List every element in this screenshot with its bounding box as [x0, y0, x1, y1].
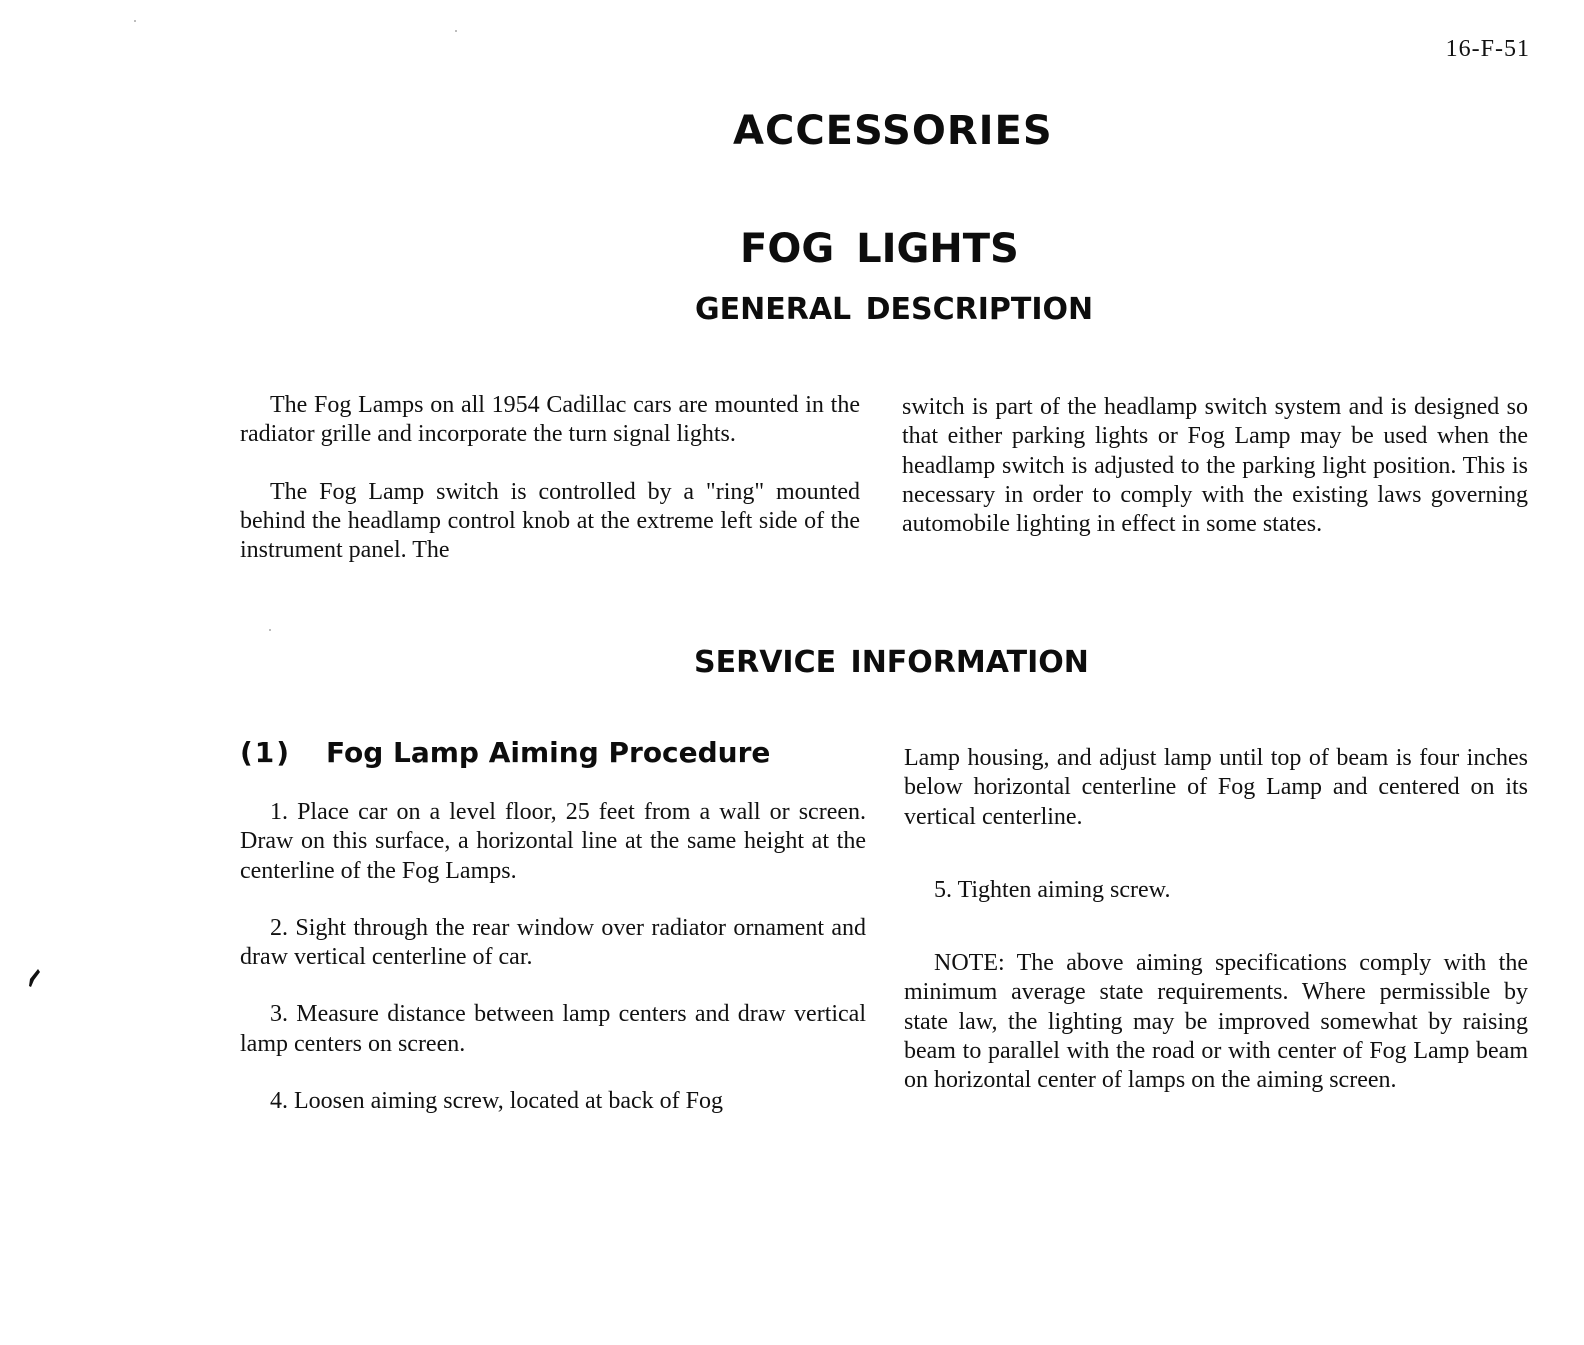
main-heading: ACCESSORIES: [733, 108, 1053, 154]
procedure-left-column: [240, 798, 866, 1116]
general-description-heading: GENERAL DESCRIPTION: [695, 292, 1094, 327]
procedure-heading: [240, 736, 770, 769]
procedure-step-3: 3. Measure distance between lamp centers and draw vertical lamp centers on screen.: [240, 1001, 866, 1057]
scan-speck: [455, 30, 457, 32]
general-description-paragraph-1: The Fog Lamps on all 1954 Cadillac cars are mounted in the radiator grille and incorporate the turn signal lights.: [240, 392, 860, 448]
page-number: 16-F-51: [1445, 36, 1530, 62]
procedure-step-2: 2. Sight through the rear window over radiator ornament and draw vertical centerline of car.: [240, 914, 866, 971]
section-heading: FOG LIGHTS: [740, 226, 1019, 272]
scan-artifact-mark: [28, 968, 40, 988]
service-information-heading: SERVICE INFORMATION: [694, 645, 1089, 680]
procedure-step-5: 5. Tighten aiming screw.: [934, 876, 1171, 903]
general-description-left-column: [240, 391, 860, 565]
general-description-paragraph-2-continued: switch is part of the headlamp switch system and is designed so that either parking lights or Fog Lamp may be used when the headlamp switch is adjusted to the parking light position. This is necessary in order to comply with the existing laws governing automobile lighting in effect in some states.: [902, 394, 1528, 538]
general-description-paragraph-2: The Fog Lamp switch is controlled by a "ring" mounted behind the headlamp control knob at the extreme left side of the instrument panel. The: [240, 478, 860, 564]
procedure-step-4: 4. Loosen aiming screw, located at back of Fog: [270, 1088, 723, 1115]
procedure-step-4-continued: Lamp housing, and adjust lamp until top of beam is four inches below horizontal centerline of Fog Lamp and centered on its vertical centerline.: [904, 745, 1528, 830]
procedure-right-column: [904, 744, 1528, 1096]
general-description-right-column: [902, 393, 1528, 539]
procedure-number: (1): [240, 736, 292, 769]
procedure-title: Fog Lamp Aiming Procedure: [326, 736, 771, 769]
scan-speck: [134, 20, 136, 22]
procedure-note: NOTE: The above aiming specifications comply with the minimum average state requirements. Where permissible by state law, the lighting may be improved somewhat by raising beam to parallel with the road or with center of Fog Lamp beam on horizontal center of lamps on the aiming screen.: [904, 950, 1528, 1094]
procedure-step-1: 1. Place car on a level floor, 25 feet from a wall or screen. Draw on this surface, a horizontal line at the same height at the centerline of the Fog Lamps.: [240, 799, 866, 884]
scan-speck: [269, 629, 271, 631]
